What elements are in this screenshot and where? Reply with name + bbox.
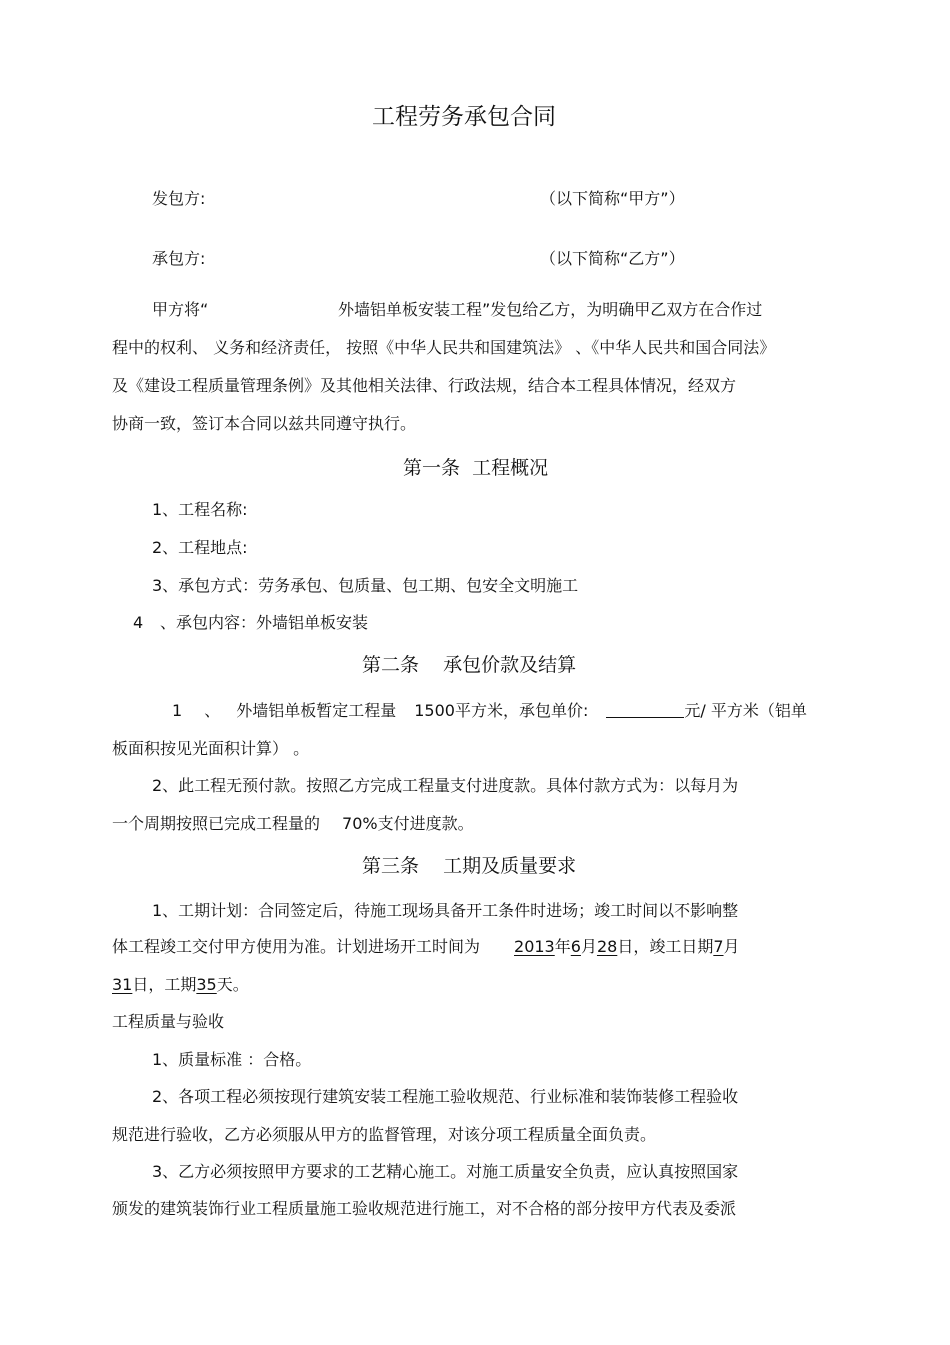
start-month-unit: 月 bbox=[580, 937, 597, 956]
duration-days: 35 bbox=[196, 975, 217, 994]
document-title: 工程劳务承包合同 bbox=[372, 104, 556, 130]
payment-clause-line-1: 2、此工程无预付款。按照乙方完成工程量支付进度款。具体付款方式为：以每月为 bbox=[152, 776, 739, 795]
start-month: 6 bbox=[570, 937, 581, 956]
payment-clause-text-b: 支付进度款。 bbox=[377, 814, 474, 833]
unit-price-blank bbox=[606, 701, 684, 718]
end-day-unit: 日，工期 bbox=[132, 975, 197, 994]
price-clause-number: 1 bbox=[172, 701, 183, 720]
price-clause-text-a: 外墙铝单板暂定工程量 bbox=[236, 701, 397, 720]
contractor-label: 发包方: bbox=[152, 189, 206, 208]
preamble-line-3: 及《建设工程质量管理条例》及其他相关法律、行政法规，结合本工程具体情况，经双方 bbox=[112, 376, 737, 395]
preamble-line-2: 程中的权利、 义务和经济责任， 按照《中华人民共和国建筑法》 、《中华人民共和国合同法》 bbox=[112, 338, 776, 357]
section-1-heading: 第一条 工程概况 bbox=[403, 457, 549, 479]
contractor-note: （以下简称“甲方”） bbox=[540, 189, 685, 208]
subcontractor-label: 承包方: bbox=[152, 249, 206, 268]
end-day: 31 bbox=[112, 975, 133, 994]
quality-heading: 工程质量与验收 bbox=[112, 1012, 225, 1031]
subcontractor-note: （以下简称“乙方”） bbox=[540, 249, 685, 268]
duration-unit: 天。 bbox=[216, 975, 249, 994]
contract-scope-number: 4 bbox=[133, 613, 144, 632]
start-day-unit: 日，竣工日期 bbox=[617, 937, 714, 956]
start-day: 28 bbox=[596, 937, 618, 956]
preamble-line-1a: 甲方将“ bbox=[152, 300, 209, 319]
contract-mode-item: 3、承包方式：劳务承包、包质量、包工期、包安全文明施工 bbox=[152, 576, 579, 595]
quality-clause-2-line-2: 规范进行验收，乙方必须服从甲方的监督管理，对该分项工程质量全面负责。 bbox=[112, 1125, 657, 1144]
quality-clause-3-line-2: 颁发的建筑装饰行业工程质量施工验收规范进行施工，对不合格的部分按甲方代表及委派 bbox=[112, 1199, 737, 1218]
end-month: 7 bbox=[713, 937, 724, 956]
project-location-item: 2、工程地点: bbox=[152, 538, 248, 557]
start-year: 2013 bbox=[514, 937, 555, 956]
section-2-heading: 第二条 承包价款及结算 bbox=[362, 654, 577, 676]
price-clause-separator: 、 bbox=[204, 701, 221, 720]
price-clause-line-2: 板面积按见光面积计算） 。 bbox=[112, 739, 310, 758]
price-clause-quantity: 1500 bbox=[414, 701, 455, 720]
preamble-line-1b: 外墙铝单板安装工程”发包给乙方，为明确甲乙双方在合作过 bbox=[338, 300, 763, 319]
project-name-item: 1、工程名称: bbox=[152, 500, 248, 519]
preamble-line-4: 协商一致，签订本合同以兹共同遵守执行。 bbox=[112, 414, 417, 433]
quality-clause-2-line-1: 2、各项工程必须按现行建筑安装工程施工验收规范、行业标准和装饰装修工程验收 bbox=[152, 1087, 739, 1106]
section-3-heading: 第三条 工期及质量要求 bbox=[362, 855, 577, 877]
payment-clause-text-a: 一个周期按照已完成工程量的 bbox=[112, 814, 321, 833]
start-year-unit: 年 bbox=[554, 937, 571, 956]
schedule-clause-text: 体工程竣工交付甲方使用为准。计划进场开工时间为 bbox=[112, 937, 481, 956]
price-clause-text-c: 元/ 平方米（铝单 bbox=[684, 701, 807, 720]
schedule-clause-line-3 bbox=[112, 975, 249, 995]
price-clause-text-b: 平方米，承包单价: bbox=[454, 701, 589, 720]
quality-clause-3-line-1: 3、乙方必须按照甲方要求的工艺精心施工。对施工质量安全负责，应认真按照国家 bbox=[152, 1162, 739, 1181]
payment-clause-line-2 bbox=[112, 814, 474, 834]
end-month-unit: 月 bbox=[723, 937, 740, 956]
contract-scope-text: 、承包内容：外墙铝单板安装 bbox=[160, 613, 369, 632]
quality-standard-item: 1、质量标准 ：合格。 bbox=[152, 1050, 312, 1069]
price-clause-line-1 bbox=[172, 701, 807, 721]
payment-percentage: 70% bbox=[342, 814, 378, 833]
schedule-clause-line-1: 1、工期计划：合同签定后，待施工现场具备开工条件时进场；竣工时间以不影响整 bbox=[152, 901, 739, 920]
schedule-clause-line-2 bbox=[112, 937, 740, 957]
